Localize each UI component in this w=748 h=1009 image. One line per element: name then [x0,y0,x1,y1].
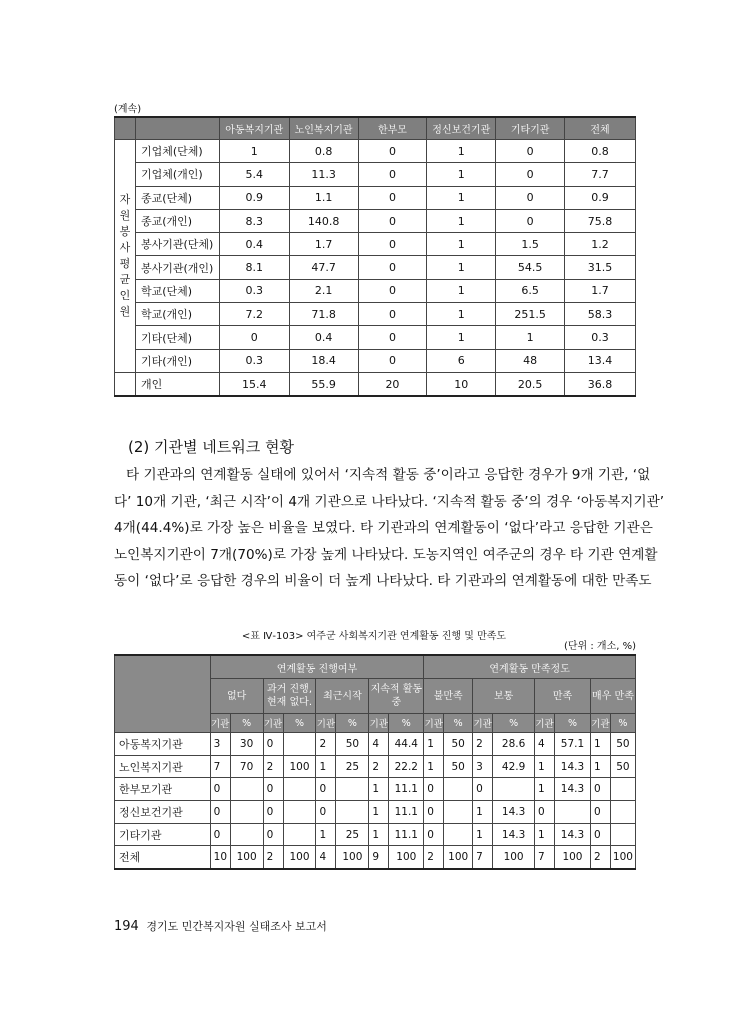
value-cell: 1 [473,801,493,824]
value-cell: 7 [473,846,493,869]
value-cell: 2 [424,846,444,869]
value-cell: 0.9 [565,186,636,209]
table2-group-header: 연계활동 진행여부 [210,655,424,679]
value-cell: 22.2 [389,755,424,778]
value-cell [336,801,369,824]
value-cell: 100 [610,846,635,869]
value-cell: 0 [535,801,555,824]
value-cell: 14.3 [555,755,591,778]
value-cell: 2 [263,846,283,869]
value-cell: 0 [358,140,427,163]
row-label: 학교(개인) [135,303,219,326]
page-footer [114,918,327,934]
table2-unit: (단위 : 개소, %) [563,641,636,652]
value-cell [444,801,473,824]
value-cell: 3 [210,733,230,756]
value-cell: 1 [590,733,610,756]
table2-unit-header: % [555,714,591,733]
table2-group-header: 연계활동 만족정도 [424,655,636,679]
row-label: 기업체(개인) [135,163,219,186]
value-cell: 0 [219,326,289,349]
value-cell: 1 [496,326,565,349]
value-cell: 1.5 [496,233,565,256]
table2-corner-cell [115,655,211,733]
report-title: 경기도 민간복지자원 실태조사 보고서 [146,920,327,933]
table1-header-cell [115,117,136,140]
value-cell: 251.5 [496,303,565,326]
value-cell [610,823,635,846]
value-cell: 6.5 [496,279,565,302]
table1-header-cell: 정신보건기관 [427,117,496,140]
value-cell: 15.4 [219,372,289,396]
value-cell: 0 [424,801,444,824]
value-cell: 140.8 [289,209,358,232]
value-cell: 1 [427,140,496,163]
table1-header-cell: 한부모 [358,117,427,140]
row-label: 학교(단체) [135,279,219,302]
table2-unit-header: % [283,714,316,733]
value-cell: 7.7 [565,163,636,186]
value-cell: 0 [358,163,427,186]
table2-unit-header: 기관 [369,714,389,733]
value-cell: 0 [496,186,565,209]
value-cell: 48 [496,349,565,372]
table1-row [115,279,636,302]
table2-sub-header: 최근시작 [316,679,369,714]
table2-unit-header: 기관 [590,714,610,733]
table2-row [115,778,636,801]
value-cell: 0 [358,349,427,372]
value-cell: 47.7 [289,256,358,279]
table2-unit-header: % [610,714,635,733]
value-cell: 50 [444,733,473,756]
value-cell [610,801,635,824]
table2-row [115,755,636,778]
section-paragraph [114,462,665,595]
table1-header-cell: 기타기관 [496,117,565,140]
value-cell: 1 [424,755,444,778]
group-label: 자 원 봉 사 평 균 인 원 [115,140,136,373]
table1-row [115,326,636,349]
value-cell: 1 [535,823,555,846]
value-cell: 0 [210,801,230,824]
value-cell: 2 [369,755,389,778]
row-label: 봉사기관(단체) [135,233,219,256]
value-cell: 1 [427,163,496,186]
value-cell: 14.3 [555,823,591,846]
value-cell: 2.1 [289,279,358,302]
row-label: 종교(개인) [135,209,219,232]
table1-row [115,303,636,326]
value-cell [283,778,316,801]
value-cell [283,733,316,756]
value-cell: 1.1 [289,186,358,209]
table2-unit-header: % [336,714,369,733]
value-cell: 100 [283,755,316,778]
table2-unit-header: % [389,714,424,733]
table1-header-cell: 노인복지기관 [289,117,358,140]
value-cell: 0 [358,279,427,302]
page-number: 194 [114,919,139,934]
value-cell: 5.4 [219,163,289,186]
value-cell [283,801,316,824]
value-cell: 1 [427,186,496,209]
table2-row [115,801,636,824]
value-cell: 100 [336,846,369,869]
value-cell: 57.1 [555,733,591,756]
value-cell: 18.4 [289,349,358,372]
value-cell: 50 [444,755,473,778]
table1-row [115,163,636,186]
value-cell [230,778,263,801]
value-cell: 0 [263,801,283,824]
value-cell: 0 [590,801,610,824]
value-cell: 100 [230,846,263,869]
value-cell [444,778,473,801]
value-cell: 0 [210,778,230,801]
empty-cell [115,372,136,396]
value-cell: 10 [427,372,496,396]
volunteer-average-table [114,116,636,397]
table2-unit-header: 기관 [316,714,336,733]
value-cell: 1 [316,823,336,846]
value-cell: 0 [358,233,427,256]
table1-row [115,233,636,256]
value-cell: 28.6 [493,733,535,756]
value-cell: 2 [263,755,283,778]
value-cell [336,778,369,801]
value-cell: 50 [336,733,369,756]
section-heading: (2) 기관별 네트워크 현황 [128,438,294,456]
value-cell: 44.4 [389,733,424,756]
value-cell: 0 [358,209,427,232]
value-cell: 0.9 [219,186,289,209]
value-cell: 0.3 [219,279,289,302]
value-cell: 1 [427,209,496,232]
value-cell: 1 [590,755,610,778]
value-cell: 0.3 [219,349,289,372]
row-label: 기타(단체) [135,326,219,349]
value-cell: 0 [316,801,336,824]
row-label: 노인복지기관 [115,755,211,778]
table2-unit-header: 기관 [535,714,555,733]
table1-row [115,256,636,279]
paragraph-line: 타 기관과의 연계활동 실태에 있어서 ‘지속적 활동 중’이라고 응답한 경우가 9개 기관, ‘없 [126,467,651,483]
value-cell: 0 [496,209,565,232]
row-label: 정신보건기관 [115,801,211,824]
value-cell: 1 [535,755,555,778]
table2-unit-header: % [444,714,473,733]
table2-unit-header: % [493,714,535,733]
value-cell: 1 [219,140,289,163]
value-cell: 3 [473,755,493,778]
table2-unit-header: 기관 [424,714,444,733]
value-cell: 20 [358,372,427,396]
value-cell: 100 [555,846,591,869]
table2-sub-header: 과거 진행, 현재 없다. [263,679,316,714]
value-cell: 0 [358,186,427,209]
table2-row [115,733,636,756]
value-cell: 1 [535,778,555,801]
value-cell: 1 [427,326,496,349]
value-cell: 0.3 [565,326,636,349]
table2-row [115,823,636,846]
table2-group-header-row [115,655,636,679]
value-cell: 75.8 [565,209,636,232]
value-cell: 36.8 [565,372,636,396]
value-cell: 6 [427,349,496,372]
table2-sub-header: 매우 만족 [590,679,635,714]
value-cell: 31.5 [565,256,636,279]
value-cell: 50 [610,733,635,756]
value-cell: 0.8 [565,140,636,163]
table2-sub-header: 없다 [210,679,263,714]
value-cell: 0 [590,823,610,846]
value-cell: 58.3 [565,303,636,326]
value-cell [493,778,535,801]
value-cell: 0 [358,326,427,349]
table2-unit-header: 기관 [263,714,283,733]
row-label: 전체 [115,846,211,869]
row-label: 개인 [135,372,219,396]
value-cell: 25 [336,823,369,846]
value-cell: 7 [535,846,555,869]
value-cell: 0 [263,823,283,846]
value-cell: 1 [427,256,496,279]
table1-row [115,140,636,163]
table1-header-cell: 전체 [565,117,636,140]
value-cell: 0 [263,733,283,756]
table1-row [115,349,636,372]
value-cell: 1 [316,755,336,778]
value-cell: 14.3 [493,823,535,846]
value-cell: 0 [496,163,565,186]
value-cell: 2 [590,846,610,869]
value-cell: 0 [424,823,444,846]
value-cell [610,778,635,801]
value-cell [230,823,263,846]
value-cell: 1 [427,233,496,256]
table1-row [115,186,636,209]
table2-sub-header: 보통 [473,679,535,714]
table2-row [115,846,636,869]
value-cell: 100 [444,846,473,869]
value-cell: 100 [283,846,316,869]
paragraph-line: 다’ 10개 기관, ‘최근 시작’이 4개 기관으로 나타났다. ‘지속적 활동 중’의 경우 ‘아동복지기관’ [114,493,665,510]
table1-header-cell: 아동복지기관 [219,117,289,140]
row-label: 기타(개인) [135,349,219,372]
value-cell: 7.2 [219,303,289,326]
value-cell: 11.3 [289,163,358,186]
value-cell: 0 [473,778,493,801]
network-activity-table [114,654,636,870]
value-cell: 0 [210,823,230,846]
table1-header-cell [135,117,219,140]
value-cell: 1.7 [565,279,636,302]
paragraph-line: 동이 ‘없다’로 응답한 경우의 비율이 더 높게 나타났다. 타 기관과의 연계활동에 대한 만족도 [114,573,652,589]
value-cell: 42.9 [493,755,535,778]
paragraph-line: 노인복지기관이 7개(70%)로 가장 높게 나타났다. 도농지역인 여주군의 경우 타 기관 연계활 [114,546,658,563]
value-cell: 11.1 [389,801,424,824]
value-cell: 7 [210,755,230,778]
value-cell: 1.7 [289,233,358,256]
value-cell: 1 [427,303,496,326]
value-cell: 9 [369,846,389,869]
value-cell [283,823,316,846]
value-cell: 11.1 [389,823,424,846]
value-cell: 8.1 [219,256,289,279]
value-cell: 55.9 [289,372,358,396]
value-cell: 54.5 [496,256,565,279]
value-cell: 100 [389,846,424,869]
value-cell: 1 [424,733,444,756]
value-cell [555,801,591,824]
value-cell [444,823,473,846]
row-label: 기타기관 [115,823,211,846]
value-cell: 13.4 [565,349,636,372]
value-cell: 14.3 [555,778,591,801]
value-cell: 70 [230,755,263,778]
paragraph-line: 4개(44.4%)로 가장 높은 비율을 보였다. 타 기관과의 연계활동이 ‘없다’라고 응답한 기관은 [114,520,653,536]
value-cell: 50 [610,755,635,778]
table1-header-row [115,117,636,140]
value-cell: 1 [473,823,493,846]
value-cell: 30 [230,733,263,756]
value-cell: 4 [535,733,555,756]
value-cell: 1 [427,279,496,302]
row-label: 기업체(단체) [135,140,219,163]
value-cell: 0.4 [289,326,358,349]
value-cell: 2 [473,733,493,756]
value-cell: 0 [496,140,565,163]
value-cell: 0 [424,778,444,801]
value-cell: 14.3 [493,801,535,824]
value-cell: 0 [358,303,427,326]
value-cell: 1 [369,778,389,801]
value-cell: 1 [369,801,389,824]
table2-sub-header: 불만족 [424,679,473,714]
table2-unit-header: 기관 [210,714,230,733]
row-label: 봉사기관(개인) [135,256,219,279]
value-cell: 0.4 [219,233,289,256]
value-cell: 4 [316,846,336,869]
value-cell: 1 [369,823,389,846]
row-label: 종교(단체) [135,186,219,209]
value-cell: 100 [493,846,535,869]
table2-sub-header: 지속적 활동 중 [369,679,424,714]
table2-sub-header: 만족 [535,679,591,714]
row-label: 아동복지기관 [115,733,211,756]
value-cell: 71.8 [289,303,358,326]
value-cell [230,801,263,824]
value-cell: 1.2 [565,233,636,256]
value-cell: 0 [263,778,283,801]
table1-row [115,209,636,232]
table2-unit-header: 기관 [473,714,493,733]
value-cell: 10 [210,846,230,869]
table1-row [115,372,636,396]
value-cell: 25 [336,755,369,778]
table2-unit-header: % [230,714,263,733]
value-cell: 2 [316,733,336,756]
row-label: 한부모기관 [115,778,211,801]
value-cell: 0 [358,256,427,279]
value-cell: 11.1 [389,778,424,801]
value-cell: 20.5 [496,372,565,396]
value-cell: 0 [316,778,336,801]
value-cell: 4 [369,733,389,756]
value-cell: 8.3 [219,209,289,232]
value-cell: 0 [590,778,610,801]
table2-title: <표 Ⅳ-103> 여주군 사회복지기관 연계활동 진행 및 만족도 [241,631,507,642]
value-cell: 0.8 [289,140,358,163]
continued-note: (계속) [114,104,142,115]
